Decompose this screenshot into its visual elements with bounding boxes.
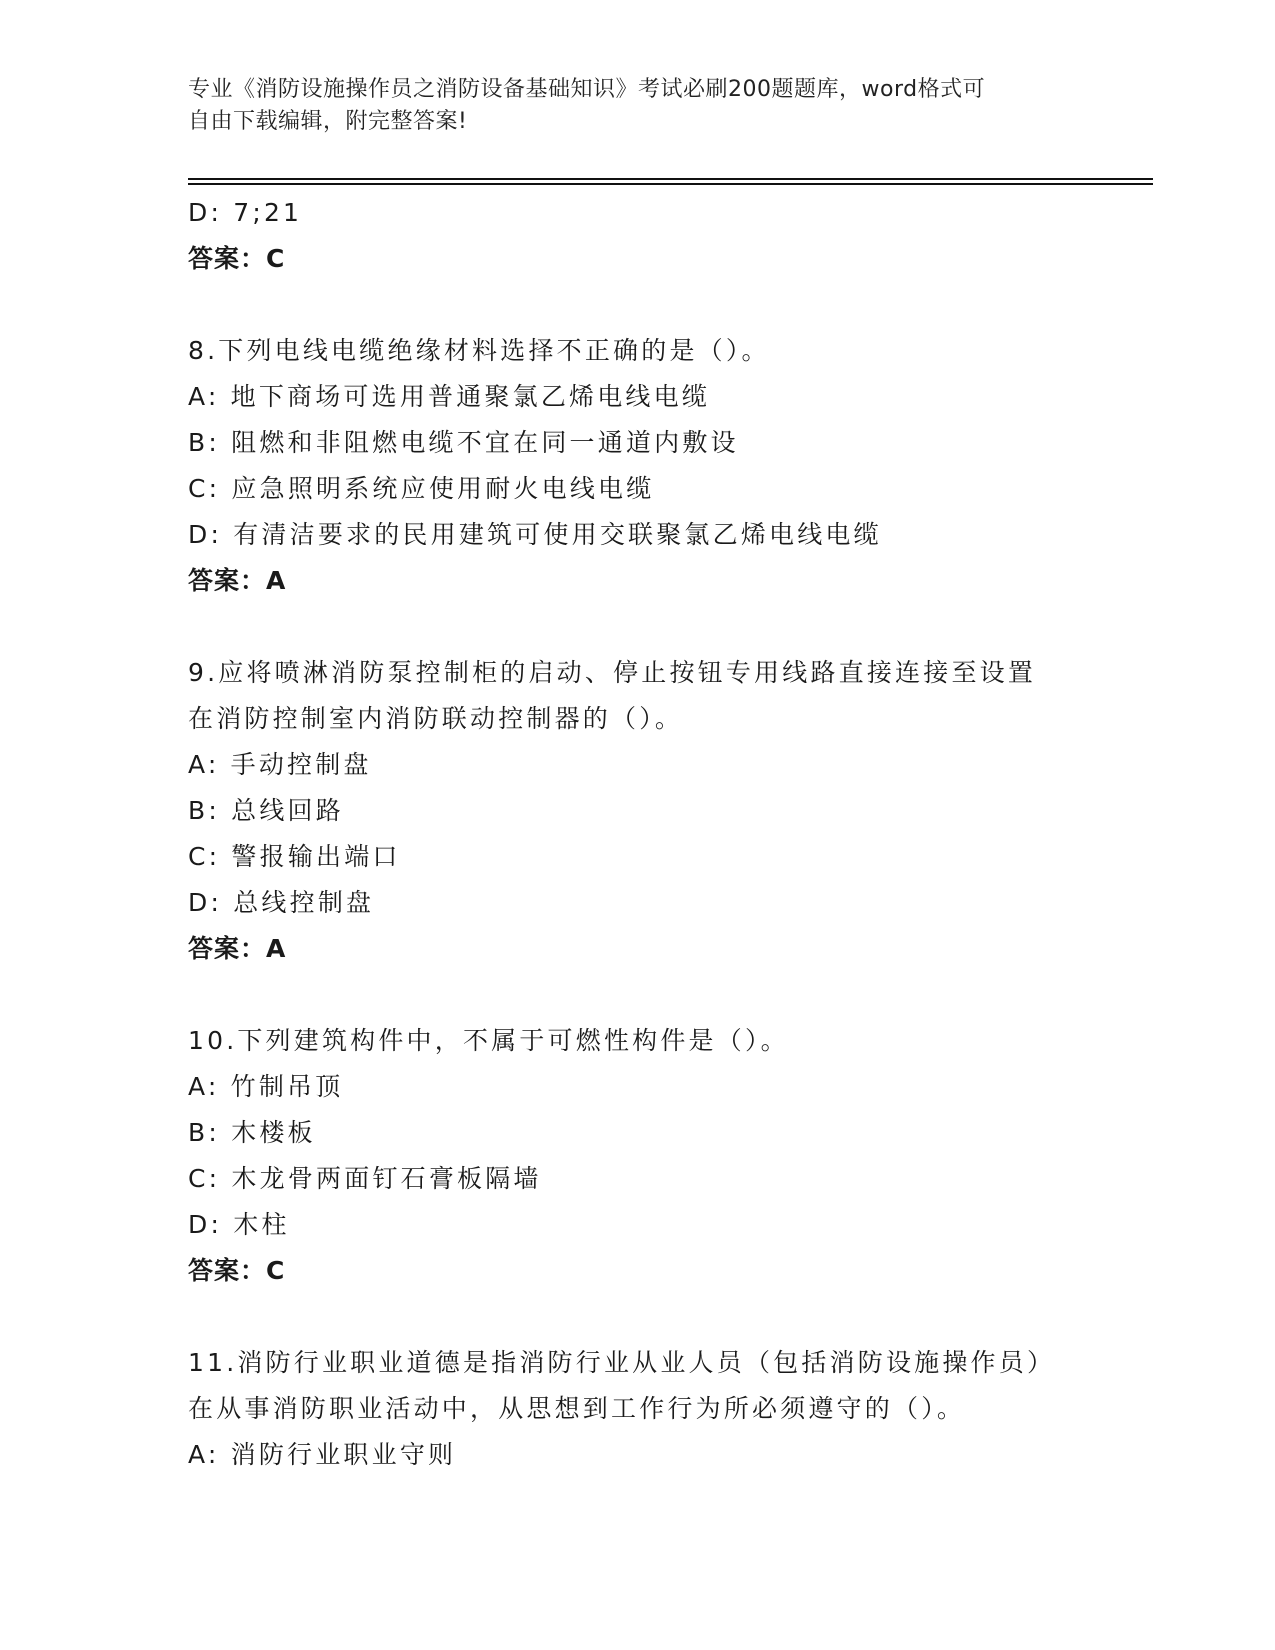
spacer	[188, 972, 1148, 1018]
page-header	[188, 74, 1068, 138]
question-9	[188, 650, 1148, 972]
answer: 答案：A	[188, 934, 287, 963]
question-10	[188, 1018, 1148, 1294]
option-b: B: 阻燃和非阻燃电缆不宜在同一通道内敷设	[188, 428, 739, 457]
option-c: C: 木龙骨两面钉石膏板隔墙	[188, 1164, 542, 1193]
option-b: B: 总线回路	[188, 796, 344, 825]
question-stem-continued: 在消防控制室内消防联动控制器的（）。	[188, 704, 684, 733]
option-a: A: 手动控制盘	[188, 750, 372, 779]
question-stem: 10.下列建筑构件中，不属于可燃性构件是（）。	[188, 1026, 789, 1055]
question-7-answer: 答案：C	[188, 244, 286, 273]
question-8	[188, 328, 1148, 604]
option-c: C: 警报输出端口	[188, 842, 401, 871]
header-title-line-2: 自由下载编辑，附完整答案!	[188, 109, 468, 134]
spacer	[188, 282, 1148, 328]
header-rule-bottom	[188, 183, 1153, 185]
option-a: A: 消防行业职业守则	[188, 1440, 457, 1469]
answer: 答案：A	[188, 566, 287, 595]
spacer	[188, 604, 1148, 650]
spacer	[188, 1294, 1148, 1340]
question-stem-continued: 在从事消防职业活动中，从思想到工作行为所必须遵守的（）。	[188, 1394, 966, 1423]
option-d: D: 有清洁要求的民用建筑可使用交联聚氯乙烯电线电缆	[188, 520, 882, 549]
option-c: C: 应急照明系统应使用耐火电线电缆	[188, 474, 655, 503]
question-list	[188, 190, 1148, 1478]
option-d: D: 总线控制盘	[188, 888, 375, 917]
question-7-fragment	[188, 190, 1148, 282]
header-rule-top	[188, 178, 1153, 180]
question-11	[188, 1340, 1148, 1478]
option-d: D: 木柱	[188, 1210, 290, 1239]
question-stem: 8.下列电线电缆绝缘材料选择不正确的是（）。	[188, 336, 770, 365]
answer: 答案：C	[188, 1256, 286, 1285]
option-a: A: 地下商场可选用普通聚氯乙烯电线电缆	[188, 382, 711, 411]
question-stem: 11.消防行业职业道德是指消防行业从业人员（包括消防设施操作员）	[188, 1348, 1056, 1377]
option-a: A: 竹制吊顶	[188, 1072, 344, 1101]
header-title-line-1: 专业《消防设施操作员之消防设备基础知识》考试必刷200题题库，word格式可	[188, 77, 986, 102]
question-stem: 9.应将喷淋消防泵控制柜的启动、停止按钮专用线路直接连接至设置	[188, 658, 1037, 687]
question-7-option-d: D: 7;21	[188, 198, 303, 227]
option-b: B: 木楼板	[188, 1118, 316, 1147]
